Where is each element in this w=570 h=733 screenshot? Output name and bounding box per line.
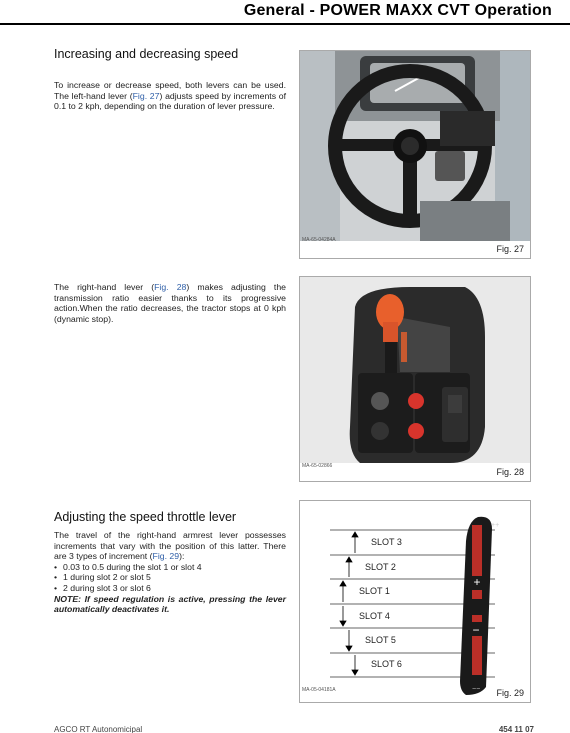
text: ) adjusts speed by increments of 0.1 to 2 kph, depending on the duration of lever pressure. xyxy=(54,90,286,112)
figure-code: MA-05-04181A xyxy=(302,687,336,693)
list-item: • 0.03 to 0.5 during the slot 1 or slot 4 xyxy=(54,562,286,573)
slot-label-2: SLOT 2 xyxy=(365,562,396,572)
text: The right-hand lever ( xyxy=(54,282,155,292)
intro xyxy=(54,530,286,562)
note-text: If speed regulation is active, pressing the lever automatically deactivates it. xyxy=(54,593,286,615)
text: ): xyxy=(179,551,185,562)
note xyxy=(54,594,286,615)
paragraph-throttle xyxy=(54,530,286,615)
figure-29 xyxy=(299,500,531,703)
increment-list xyxy=(54,562,286,594)
figure-28 xyxy=(299,276,531,482)
slot-label-1: SLOT 1 xyxy=(359,586,390,596)
figure-caption: Fig. 29 xyxy=(496,688,524,698)
fig-28-link[interactable]: Fig. 28 xyxy=(154,282,187,292)
list-item: • 1 during slot 2 or slot 5 xyxy=(54,572,286,583)
steering-wheel-photo xyxy=(300,51,530,241)
svg-text:−−: −− xyxy=(472,686,481,693)
svg-text:−: − xyxy=(472,623,480,637)
footer-left: AGCO RT Autonomicipal xyxy=(54,725,143,733)
footer-right: 454 11 07 xyxy=(498,725,534,733)
fig-29-link[interactable]: Fig. 29 xyxy=(152,551,180,562)
list-item: • 2 during slot 3 or slot 6 xyxy=(54,583,286,594)
page-header xyxy=(0,0,570,26)
page-title: General - POWER MAXX CVT Operation xyxy=(243,2,552,19)
figure-caption: Fig. 28 xyxy=(496,467,524,477)
figure-caption: Fig. 27 xyxy=(496,244,524,254)
slot-label-5: SLOT 5 xyxy=(365,635,396,645)
note-label: NOTE: xyxy=(54,593,82,604)
paragraph-left-lever xyxy=(54,80,286,112)
text: ) makes adjusting the transmission ratio easier thanks to its progressive action.When the ratio decreases, the tractor stops at 0 kph (dynamic stop). xyxy=(54,282,286,324)
section-heading-speed: Increasing and decreasing speed xyxy=(54,47,239,61)
figure-code: MA-65-02866 xyxy=(302,463,333,469)
section-heading-throttle: Adjusting the speed throttle lever xyxy=(54,510,237,524)
figure-27 xyxy=(299,50,531,259)
slot-label-4: SLOT 4 xyxy=(359,611,390,621)
throttle-slot-diagram xyxy=(300,501,530,702)
slot-label-3: SLOT 3 xyxy=(371,537,402,547)
paragraph-right-lever xyxy=(54,282,286,324)
fig-27-link[interactable]: Fig. 27 xyxy=(132,90,160,101)
figure-code: MA-65-04284A xyxy=(302,237,336,243)
slot-label-6: SLOT 6 xyxy=(371,659,402,669)
header-rule xyxy=(0,23,570,25)
text: The travel of the right-hand armrest lever possesses increments that vary with the position of this latter. There are 3 types of increment ( xyxy=(54,530,286,562)
svg-text:+: + xyxy=(473,575,481,589)
svg-text:++: ++ xyxy=(491,522,500,529)
text: To increase or decrease speed, both levers can be used. The left-hand lever ( xyxy=(54,80,286,101)
right-lever-photo xyxy=(300,277,530,463)
